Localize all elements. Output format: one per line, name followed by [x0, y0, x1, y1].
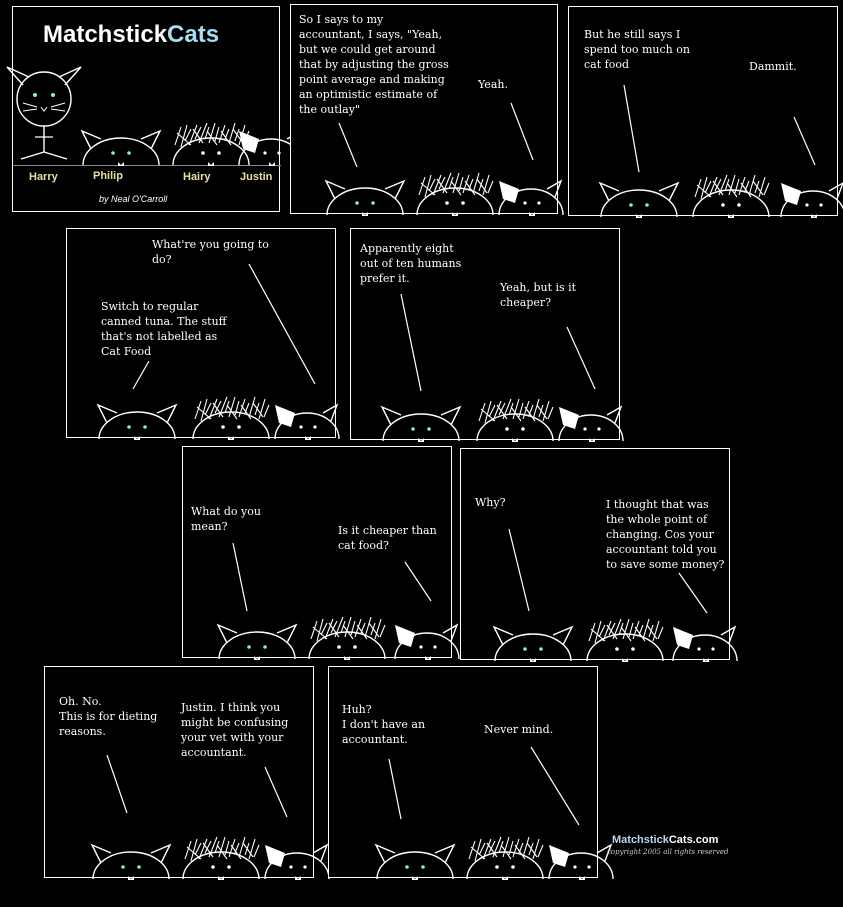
- speech-text: Apparently eight out of ten humans prefer it.: [360, 242, 462, 285]
- hairy-cat-icon: [173, 123, 249, 166]
- comic-panel: [460, 448, 730, 660]
- comic-panel: [66, 228, 336, 438]
- panel-art: [183, 447, 453, 659]
- speech-text: Huh? I don't have an accountant.: [342, 703, 426, 746]
- speech-text: Justin. I think you might be confusing your vet with your accountant.: [181, 701, 289, 759]
- speech-text: What do you mean?: [191, 505, 261, 533]
- name-justin: Justin: [240, 171, 273, 183]
- speech-text: Why?: [475, 496, 506, 509]
- panel-art: [351, 229, 621, 441]
- harry-cat-icon: [7, 67, 81, 159]
- logo-panel: [12, 6, 280, 212]
- comic-panel: [350, 228, 620, 440]
- comic-panel: [290, 4, 558, 214]
- speech-text: Switch to regular canned tuna. The stuff that's not labelled as Cat Food: [101, 300, 227, 358]
- philip-cat-icon: [82, 131, 160, 166]
- panel-art: [291, 5, 559, 215]
- panel-art: [569, 7, 839, 217]
- panel-art: [67, 229, 337, 439]
- speech-text: Oh. No. This is for dieting reasons.: [59, 695, 158, 738]
- speech-text: What're you going to do?: [152, 238, 269, 266]
- speech-text: I thought that was the whole point of changing. Cos your accountant told you to save some money?: [606, 498, 725, 571]
- comic-panel: [182, 446, 452, 658]
- panel-art: [329, 667, 599, 879]
- name-harry: Harry: [29, 171, 58, 183]
- speech-text: Dammit.: [749, 60, 797, 73]
- speech-text: Yeah.: [478, 78, 508, 91]
- copyright: copyright 2005 all rights reserved: [607, 848, 729, 856]
- comic-panel: [568, 6, 838, 216]
- speech-text: But he still says I spend too much on cat food: [584, 28, 690, 71]
- comic-panel: [328, 666, 598, 878]
- name-philip: Philip: [93, 170, 123, 182]
- logo-title: MatchstickCats: [43, 21, 220, 48]
- panel-art: [461, 449, 731, 661]
- speech-text: Yeah, but is it cheaper?: [500, 281, 577, 309]
- site-link[interactable]: MatchstickCats.com: [612, 834, 719, 846]
- panel-art: [45, 667, 315, 879]
- name-hairy: Hairy: [183, 171, 211, 183]
- byline: by Neal O'Carroll: [99, 194, 168, 204]
- speech-text: Never mind.: [484, 723, 554, 736]
- speech-text: Is it cheaper than cat food?: [338, 524, 437, 552]
- comic-panel: [44, 666, 314, 878]
- speech-text: So I says to my accountant, I says, "Yeah, but we could get around that by adjusting the gross point average and making an optimistic estimate of the outlay": [299, 13, 449, 116]
